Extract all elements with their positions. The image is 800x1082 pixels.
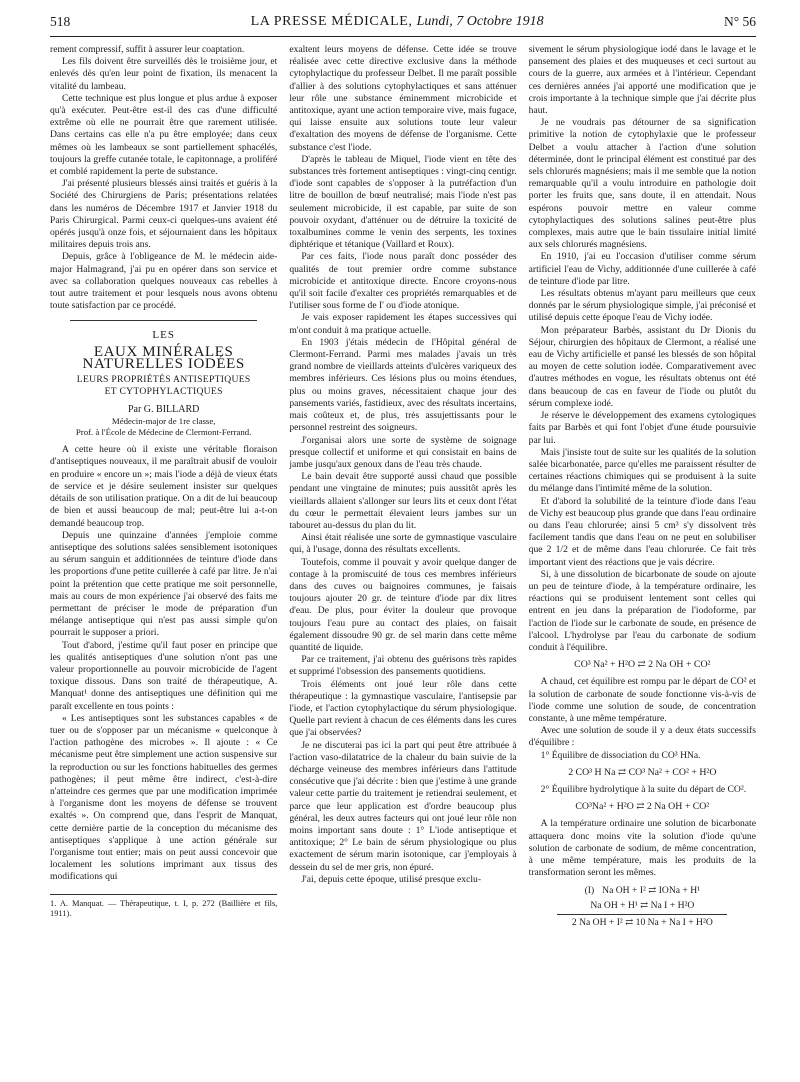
paragraph: Je ne discuterai pas ici la part qui peut être attribuée à l'action vaso-dilatatrice de la chaleur du bain suivie de la décharge veineuse des membres inférieurs dans l'attitude consécutive que j'ai décrite : bien que j'estime à une grande valeur cette partie du traitement je retiendrai seulement, et parce que leur application est d'ordre beaucoup plus général, les deux autres facteurs qui ont joué leur rôle non moins important sans doute : 1° L'iode antiseptique et antitoxique; 2° Le bain de sérum physiologique ou plus exactement de sérum marin isotonique, car j'employais à dessein du sel de mer gris, non épuré.: [289, 739, 517, 873]
paragraph: Par ce traitement, j'ai obtenu des guérisons très rapides et supprimé l'obsession des pansements quotidiens.: [289, 654, 517, 678]
paragraph: Depuis, grâce à l'obligeance de M. le médecin aide-major Halmagrand, j'ai pu en opérer dans son service et avec sa collaboration quelques nouveaux cas rebelles à tout autre traitement et pour lesquels nous avons obtenu toute satisfaction par ce procédé.: [50, 251, 278, 312]
section-divider: [70, 320, 257, 321]
article-author: Par G. BILLARD: [127, 404, 200, 416]
chemical-equation: CO³Na² + H²O ⇄ 2 Na OH + CO²: [575, 801, 710, 813]
paragraph: J'organisai alors une sorte de système de soignage presque collectif et uniforme et qui consistait en bains de jambe jusqu'aux genoux dans de l'eau très chaude.: [289, 434, 517, 470]
paragraph: exaltent leurs moyens de défense. Cette idée se trouve réalisée avec cette directive exclusive dans la méthode cytophylactique du professeur Delbet. Il me paraît possible d'allier à des solutions cytophylactiques et sans atténuer leur rôle une substance éminemment microbicide et antitoxique, ayant une action temporaire vive, mais fugace, qui laisse ensuite aux solutions toute leur valeur d'exaltation des moyens de défense de l'organisme. Cette substance c'est l'iode.: [289, 44, 517, 153]
article-subtitle-line-1: LEURS PROPRIÉTÉS ANTISEPTIQUES: [76, 374, 251, 386]
paragraph: En 1910, j'ai eu l'occasion d'utiliser comme sérum artificiel l'eau de Vichy, additionnée d'une cuillerée à café de teinture d'iode par litre.: [528, 251, 756, 287]
paragraph: A la température ordinaire une solution de bicarbonate attaquera donc moins vite la solution d'iode qu'une solution de carbonate de sodium, de même concentration, à une même température, mais les produits de la transformation seront les mêmes.: [528, 818, 756, 879]
paragraph: rement compressif, suffit à assurer leur coaptation.: [50, 44, 245, 55]
article-heading: [50, 329, 277, 438]
article-subtitle-line-2: ET CYTOPHYLACTIQUES: [104, 386, 223, 398]
paragraph: Les fils doivent être surveillés dès le troisième jour, et enlevés dès qu'en leur point de fixation, ils menacent la vitalité du lambeau.: [50, 56, 278, 92]
paragraph: Tout d'abord, j'estime qu'il faut poser en principe que les qualités antiseptiques d'une solution n'ont pas une valeur proportionnelle au pouvoir microbicide de l'agent toxique dissous. Dans son traité de thérapeutique, A. Manquat¹ donne des antiseptiques une définition qui me paraît excellente en tous points :: [50, 639, 278, 712]
paragraph: J'ai présenté plusieurs blessés ainsi traités et guéris à la Société des Chirurgiens de Paris; présentations relatées dans les numéros de Décembre 1917 et Janvier 1918 du Paris Chirurgical. Parmi ceux-ci quelques-uns avaient été opérés jusqu'à onze fois, et séjournaient dans les hôpitaux militaires depuis trois ans.: [50, 178, 278, 251]
chemical-equation: 2 CO³ H Na ⇄ CO³ Na² + CO² + H²O: [568, 766, 717, 778]
paragraph: Depuis une quinzaine d'années j'emploie comme antiseptique des solutions salées sensiblement isotoniques au sérum sanguin et additionnées de teinture d'iode dans les proportions d'une petite cuillerée à café par litre. Je n'ai point la prétention que cette pratique me soit personnelle, mais au cours de mon expérience j'ai observé des faits me permettant de préciser le mode de préparation d'un mélange antiseptique qui n'est pas aussi simple qu'on pourrait le supposer a priori.: [50, 529, 278, 639]
paragraph: « Les antiseptiques sont les substances capables « de tuer ou de s'opposer par un mécanisme « quelconque à l'action pathogène des microbes ». Il ajoute : « Ce mécanisme peut être simplement une action suspensive sur la reproduction ou sur les fonctions habituelles des germes pathogènes; il peut même être indirect, c'est-à-dire n'atteindre ces germes que par une modification imprimée à l'organisme dont les moyens de défense se trouvent exaltés ». On comprend que, dans l'esprit de Manquat, cette dernière partie de la conception du mécanisme des antiseptiques s'applique à une action générale sur l'organisme tout entier; mais on peut aussi concevoir que localement les solutions imprimant aux tissus des modifications qui: [50, 712, 278, 883]
paragraph: 2° Équilibre hydrolytique à la suite du départ de CO².: [540, 783, 747, 795]
column-3: [529, 44, 756, 1074]
equation-term: Na OH + H¹ ⇄ Na I + H²O: [590, 899, 695, 911]
paragraph: Les résultats obtenus m'ayant paru meilleurs que ceux donnés par le sérum physiologique simple, j'ai préconisé et utilisé depuis cette époque l'eau de Vichy iodée.: [528, 288, 756, 324]
journal-title: LA PRESSE MÉDICALE,: [250, 14, 413, 29]
paragraph: Mais j'insiste tout de suite sur les qualités de la solution salée bicarbonatée, parce qu'elles me paraissent résulter de certaines réactions chimiques qui se produisent à la suite du mélange dans l'intimité même de la solution.: [528, 446, 756, 495]
footnote: 1. A. Manquat. — Thérapeutique, t. I, p. 272 (Baillière et fils, 1911).: [50, 894, 277, 920]
paragraph: Toutefois, comme il pouvait y avoir quelque danger de contage à la promiscuité de tous ces membres inférieurs dans des cuves ou baignoires communes, je faisais toujours ajouter 20 gr. de teinture d'iode par dix litres d'eau. De plus, pour éviter la douleur que provoque toujours l'eau pure au contact des plaies, on faisait également dissoudre 90 gr. de sel marin dans cette même quantité de liquide.: [289, 556, 517, 653]
paragraph: Ainsi était réalisée une sorte de gymnastique vasculaire qui, à l'usage, donna des résultats excellents.: [289, 532, 517, 556]
page-header: [50, 8, 756, 37]
paragraph: Je ne voudrais pas détourner de sa signification primitive la notion de cytophylaxie que le professeur Delbet a voulu attacher à l'action d'une solution déterminée, dont le principal élément est constitué par des sels chlorurés magnésiens; mais il me semble que la notion remarquable qu'il a voulu introduire en pathologie doit porter les fruits que, sans doute, il en attendait. Nous espérons pouvoir mettre en valeur comme cytophylactiques des solutions salines peut-être plus complexes, mais autre que le bain tissulaire initial limité aux sels chlorurés magnésiens.: [528, 117, 756, 251]
issue-date: Lundi, 7 Octobre 1918: [416, 14, 544, 29]
paragraph: A cette heure où il existe une véritable floraison d'antiseptiques nouveaux, il me paraîtrait abusif de vouloir en produire « encore un »; mais l'iode a déjà de vieux états de service et je désire seulement insister sur quelques détails de son utilisation pratique. On a dit de lui beaucoup de bien et aussi beaucoup de mal; peut-être lui a-t-on demandé beaucoup trop.: [50, 444, 278, 529]
paragraph: Cette technique est plus longue et plus ardue à exposer qu'à exécuter. Peut-être est-il des cas d'une difficulté extrême où elle ne pourrait être que rarement utilisée. Dans certains cas elle n'a pu être employée; dans ceux mêmes où les lambeaux se sont partiellement sphacélés, toujours la greffe cutanée totale, le capitonnage, a proliféré et comblé rapidement la perte de substance.: [50, 92, 278, 178]
paragraph: Si, à une dissolution de bicarbonate de soude on ajoute un peu de teinture d'iode, à la température ordinaire, les réactions qui se produisent lentement sont celles qui entrent en jeu dans la préparation de l'iodoforme, par l'action de l'iode sur le carbonate de soude, en présence de l'alcool. L'hydrolyse par l'eau du carbonate de sodium conduit à l'équilibre.: [528, 568, 756, 653]
equation-row: [529, 900, 756, 912]
author-rank: Médecin-major de 1re classe,: [111, 416, 216, 427]
paragraph: A chaud, cet équilibre est rompu par le départ de CO² et la solution de carbonate de soude fonctionne vis-à-vis de l'iode comme une solution de soude, de concentration constante, à une même température.: [528, 676, 756, 724]
equation-term: Na OH + I² ⇄ IONa + H¹: [602, 885, 701, 897]
text-columns: [50, 44, 756, 1074]
equation-row: [529, 885, 756, 897]
issue-number: N° 56: [723, 14, 756, 29]
page-number: 518: [50, 14, 71, 29]
equation-sum-rule: [557, 914, 727, 915]
column-1: [50, 44, 277, 1074]
paragraph: En 1903 j'étais médecin de l'Hôpital général de Clermont-Ferrand. Parmi mes malades j'avais un très grand nombre de vieillards atteints d'ulcères variqueux des membres inférieurs. Ces lésions plus ou moins étendues, plus ou moins graves, nécessitaient chaque jour des pansements variés, fastidieux, avec des résultats incertains, mais coûteux et, de plus, très assujettissants pour le personnel restreint des soigneurs.: [289, 336, 517, 434]
equation-system: [529, 885, 756, 929]
paragraph: 1° Équilibre de dissociation du CO³ HNa.: [540, 749, 701, 761]
paragraph: Avec une solution de soude il y a deux états successifs d'équilibre :: [528, 725, 756, 749]
equation-label: (I): [584, 885, 595, 897]
paragraph: J'ai, depuis cette époque, utilisé presque exclu-: [301, 873, 482, 885]
paragraph: D'après le tableau de Miquel, l'iode vient en tête des substances très fortement antiseptiques : vingt-cinq centigr. d'iode sont capables de s'opposer à la putréfaction d'un litre de bouillon de bœuf neutralisé; mais l'iode n'est pas seulement microbicide, il est capable, par suite de son pouvoir oxydant, d'atténuer ou de détruire la toxicité de toxalbumines comme le venin des serpents, les toxines diphtérique et tétanique (Vaillard et Roux).: [289, 153, 517, 251]
column-2: [289, 44, 516, 1074]
paragraph: Je vais exposer rapidement les étapes successives qui m'ont conduit à ma pratique actuelle.: [289, 312, 517, 336]
article-title: EAUX MINÉRALES NATURELLES IODÉES: [82, 343, 245, 372]
article-kicker: LES: [152, 329, 175, 342]
equation-row: [529, 917, 756, 929]
paragraph: Et d'abord la solubilité de la teinture d'iode dans l'eau de Vichy est beaucoup plus grande que dans l'eau ordinaire ou dans l'eau chlorurée; ainsi 5 cm³ s'y dissolvent très facilement tandis que dans l'eau on ne peut en solubiliser que 2 1/2 et de même dans l'eau chlorurée. Ce fait très important vient des réactions que je vais décrire.: [528, 495, 756, 568]
paragraph: Je réserve le développement des examens cytologiques faits par Barbès et qui font l'objet d'une étude poursuivie par lui.: [528, 410, 756, 446]
chemical-equation: CO³ Na² + H²O ⇄ 2 Na OH + CO²: [574, 659, 711, 671]
paragraph: sivement le sérum physiologique iodé dans le lavage et le pansement des plaies et des muqueuses et ceci surtout au cours de la guerre, aux armées et à l'intérieur. Cependant ces dernières années j'ai apporté une modification que je crois importante à la technique simple que j'ai décrite plus haut.: [528, 44, 756, 117]
author-affiliation: Prof. à l'École de Médecine de Clermont-Ferrand.: [75, 427, 252, 438]
paragraph: Mon préparateur Barbès, assistant du Dr Dionis du Séjour, chirurgien des hôpitaux de Clermont, a réalisé une eau de Vichy artificielle et pansé les blessés de son hôpital au moyen de cette solution iodée. Comparativement avec d'autres méthodes en vogue, les résultats obtenus ont été dans beaucoup de cas en faveur de l'iode ou plutôt du sérum complexe iodé.: [528, 324, 756, 409]
paragraph: Par ces faits, l'iode nous paraît donc posséder des qualités de tout premier ordre comme substance microbicide et antitoxique directe. Encore croyons-nous qu'il soit facile d'exalter ces propriétés remarquables et de l'utiliser sous forme de I' ou d'iode atonique.: [289, 251, 517, 312]
paragraph: Trois éléments ont joué leur rôle dans cette thérapeutique : la gymnastique vasculaire, l'antisepsie par l'iode, et l'action cytophylactique du sérum physiologique. Quelle part revient à chacun de ces éléments dans les cures que j'ai observées?: [289, 678, 517, 739]
paragraph: Le bain devait être supporté aussi chaud que possible pendant une vingtaine de minutes; puis aussitôt après les vieillards allaient s'allonger sur leurs lits et ceux dont l'état du cœur le permettait élevaient leurs jambes sur un tabouret au-dessus du plan du lit.: [289, 471, 517, 531]
journal-masthead: [251, 14, 544, 30]
equation-term: 2 Na OH + I² ⇄ 10 Na + Na I + H²O: [571, 916, 713, 928]
